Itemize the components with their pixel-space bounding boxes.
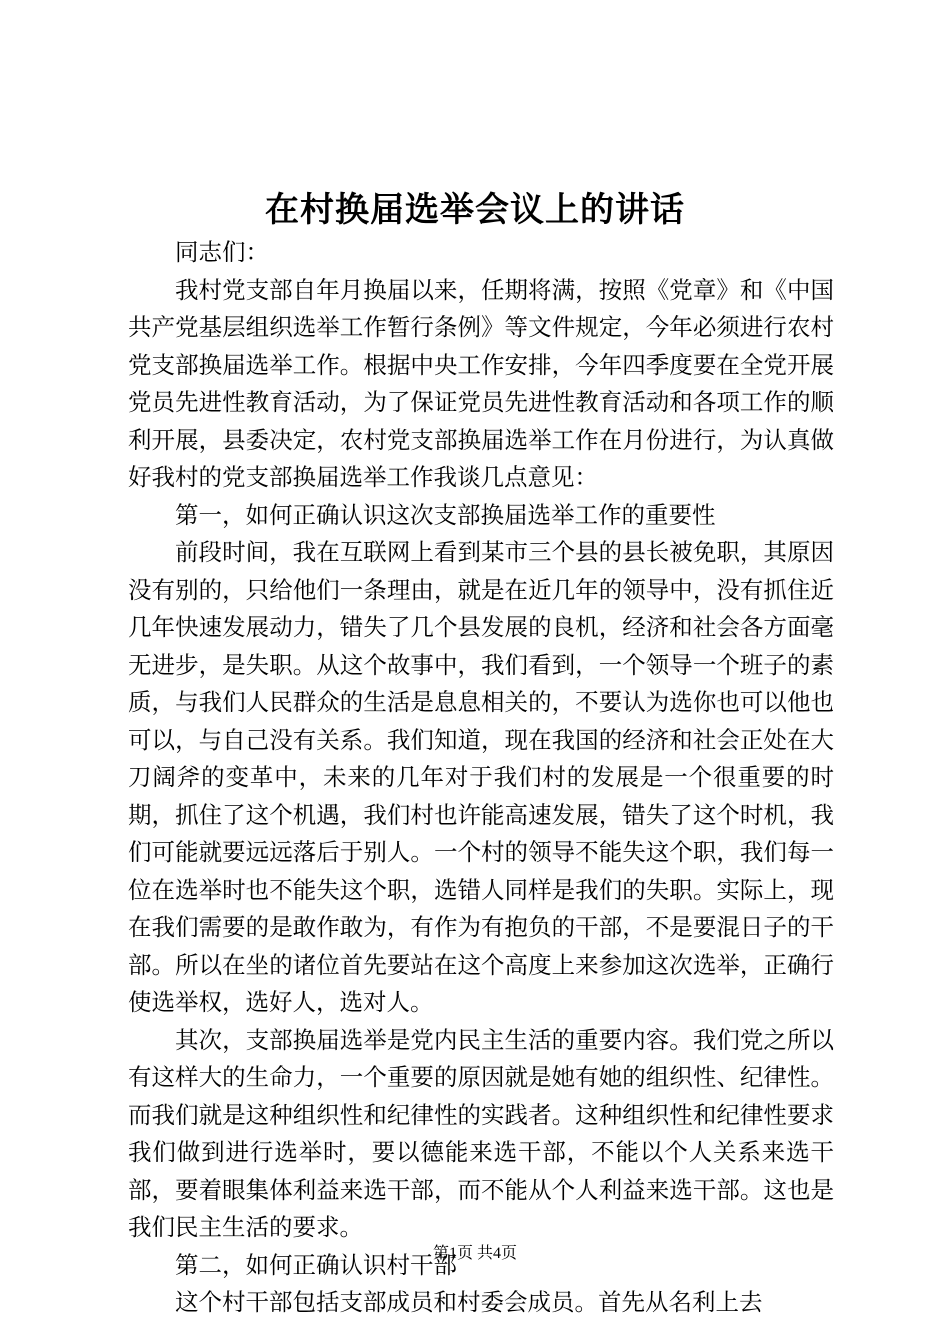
paragraph-democracy: 其次，支部换届选举是党内民主生活的重要内容。我们党之所以有这样大的生命力，一个重要的原因就是她有她的组织性、纪律性。而我们就是这种组织性和纪律性的实践者。这种组织性和纪律性要求我们做到进行选举时，要以德能来选干部，不能以个人关系来选干部，要着眼集体利益来选干部，而不能从个人利益来选干部。这也是我们民主生活的要求。 bbox=[128, 1025, 834, 1241]
paragraph-importance: 前段时间，我在互联网上看到某市三个县的县长被免职，其原因没有别的，只给他们一条理由，就是在近几年的领导中，没有抓住近几年快速发展动力，错失了几个县发展的良机，经济和社会各方面毫无进步，是失职。从这个故事中，我们看到，一个领导一个班子的素质，与我们人民群众的生活是息息相关的，不要认为选你也可以他也可以，与自己没有关系。我们知道，现在我国的经济和社会正处在大刀阔斧的变革中，未来的几年对于我们村的发展是一个很重要的时期，抓住了这个机遇，我们村也许能高速发展，错失了这个时机，我们可能就要远远落后于别人。一个村的领导不能失这个职，我们每一位在选举时也不能失这个职，选错人同样是我们的失职。实际上，现在我们需要的是敢作敢为，有作为有抱负的干部，不是要混日子的干部。所以在坐的诸位首先要站在这个高度上来参加这次选举，正确行使选举权，选好人，选对人。 bbox=[128, 538, 834, 1016]
section-heading-first: 第一，如何正确认识这次支部换届选举工作的重要性 bbox=[175, 500, 716, 529]
document-body bbox=[128, 234, 834, 1322]
paragraph-cadres: 这个村干部包括支部成员和村委会成员。首先从名利上去 bbox=[175, 1288, 763, 1316]
document-title: 在村换届选举会议上的讲话 bbox=[265, 190, 685, 230]
paragraph-intro: 我村党支部自年月换届以来，任期将满，按照《党章》和《中国共产党基层组织选举工作暂行条例》等文件规定，今年必须进行农村党支部换届选举工作。根据中央工作安排，今年四季度要在全党开展党员先进性教育活动，为了保证党员先进性教育活动和各项工作的顺利开展，县委决定，农村党支部换届选举工作在月份进行，为认真做好我村的党支部换届选举工作我谈几点意见： bbox=[128, 275, 834, 491]
section-heading-second: 第二，如何正确认识村干部 bbox=[175, 1250, 457, 1279]
page-footer: 第1页 共4页 bbox=[432, 1245, 517, 1262]
salutation: 同志们： bbox=[175, 238, 269, 266]
